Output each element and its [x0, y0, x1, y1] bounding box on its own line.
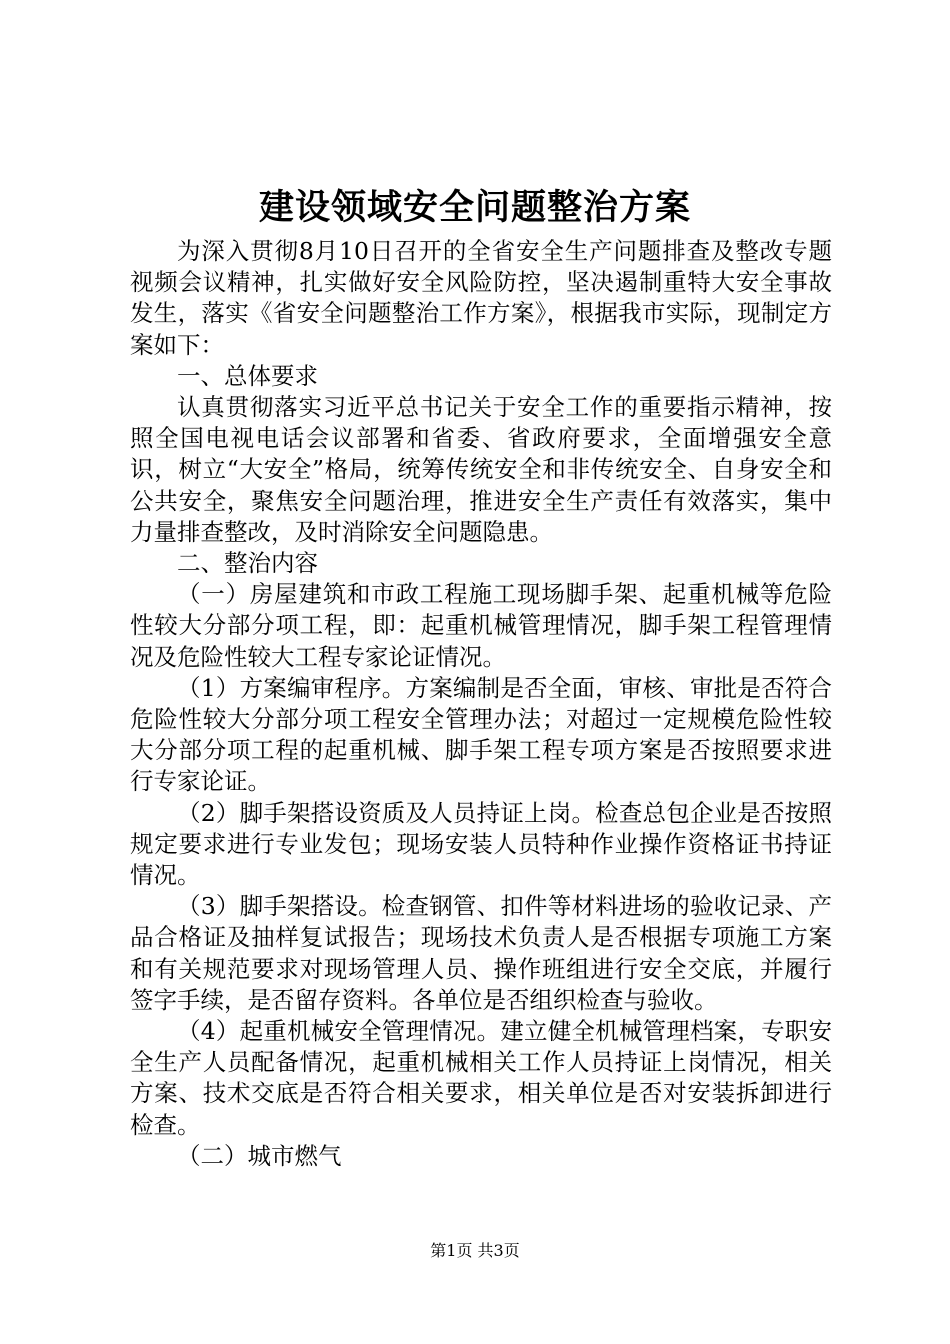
section-heading-rectification-content: 二、整治内容	[177, 549, 318, 578]
paragraph-subitem-2: （2）脚手架搭设资质及人员持证上岗。检查总包企业是否按照规定要求进行专业发包；现场安装人员特种作业操作资格证书持证情况。	[130, 798, 832, 890]
paragraph-item-1: （一）房屋建筑和市政工程施工现场脚手架、起重机械等危险性较大分部分项工程，即：起重机械管理情况，脚手架工程管理情况及危险性较大工程专家论证情况。	[130, 580, 832, 671]
paragraph-subitem-3: （3）脚手架搭设。检查钢管、扣件等材料进场的验收记录、产品合格证及抽样复试报告；现场技术负责人是否根据专项施工方案和有关规范要求对现场管理人员、操作班组进行安全交底，并履行签字手续，是否留存资料。各单位是否组织检查与验收。	[130, 892, 832, 1014]
paragraph-intro: 为深入贯彻8月10日召开的全省安全生产问题排查及整改专题视频会议精神，扎实做好安全风险防控，坚决遏制重特大安全事故发生，落实《省安全问题整治工作方案》，根据我市实际，现制定方案如下：	[130, 237, 832, 359]
document-title: 建设领域安全问题整治方案	[258, 187, 691, 228]
paragraph-item-2: （二）城市燃气	[177, 1141, 342, 1170]
paragraph-subitem-4: （4）起重机械安全管理情况。建立健全机械管理档案，专职安全生产人员配备情况，起重机械相关工作人员持证上岗情况，相关方案、技术交底是否符合相关要求，相关单位是否对安装拆卸进行检查。	[130, 1017, 832, 1139]
page-number-footer: 第1页 共3页	[430, 1241, 520, 1260]
section-heading-general-requirements: 一、总体要求	[177, 361, 318, 390]
paragraph-subitem-1: （1）方案编审程序。方案编制是否全面，审核、审批是否符合危险性较大分部分项工程安全管理办法；对超过一定规模危险性较大分部分项工程的起重机械、脚手架工程专项方案是否按照要求进行专家论证。	[130, 673, 832, 796]
document-body	[130, 236, 832, 1172]
paragraph-general-requirements: 认真贯彻落实习近平总书记关于安全工作的重要指示精神，按照全国电视电话会议部署和省委、省政府要求，全面增强安全意识，树立“大安全”格局，统筹传统安全和非传统安全、自身安全和公共安全，聚焦安全问题治理，推进安全生产责任有效落实，集中力量排查整改，及时消除安全问题隐患。	[130, 393, 832, 546]
